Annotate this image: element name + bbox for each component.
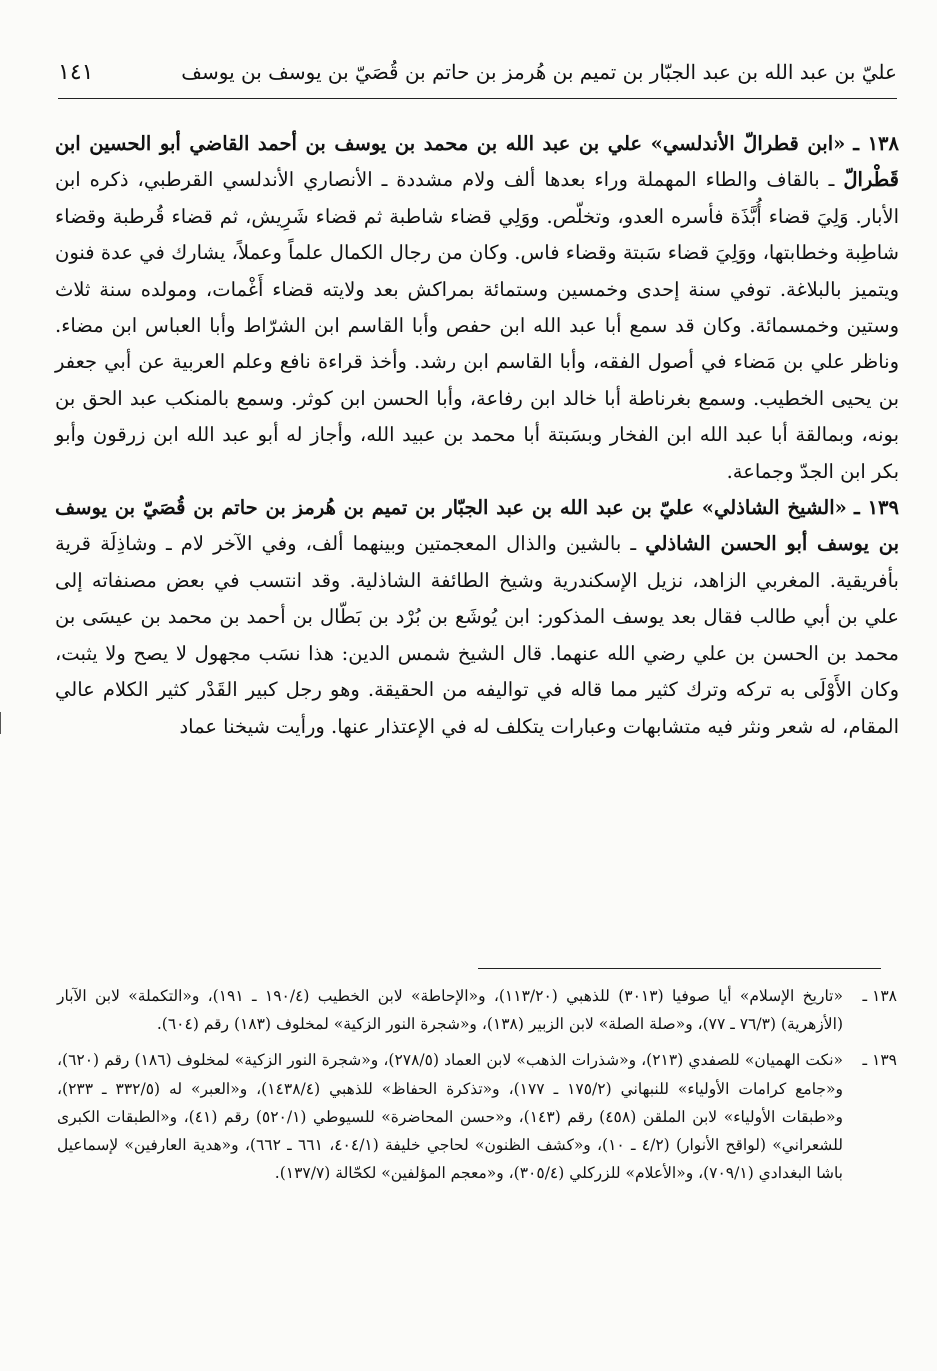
footnote-138 bbox=[57, 982, 897, 1038]
entry-body: ـ بالقاف والطاء المهملة وراء بعدها ألف ولام مشددة ـ الأنصاري الأندلسي القرطبي، ذكره ابن الأبار. وَلِيَ قضاء أُبَّذَة فأسره العدو، وتخلّص. ووَلِي قضاء شاطبة ثم قضاء شَرِيش، ثم قضاء قُرطبة وقضاء شاطِبة وخطابتها، ووَلِيَ قضاء سَبتة وقضاء فاس. وكان من رجال الكمال علماً وعملاً، يشارك في عدة فنون ويتميز بالبلاغة. توفي سنة إحدى وخمسين وستمائة بمراكش بعد ولايته قضاء أَغْمات، ومولده سنة ثلاث وستين وخمسمائة. وكان قد سمع أبا عبد الله ابن حفص وأبا القاسم ابن الشرّاط وأبا العباس ابن مضاء. وناظر علي بن مَضاء في أصول الفقه، وأبا القاسم ابن رشد. وأخذ قراءة نافع وعلم العربية عن أبي جعفر بن يحيى الخطيب. وسمع بغرناطة أبا خالد ابن رفاعة، وأبا الحسن ابن كوثر. وسمع بالمنكب عبد الحق بن بونه، وبمالقة أبا عبد الله ابن الفخار وبسَبتة أبا محمد بن عبيد الله، وأجاز له أبو عبد الله ابن زرقون وأبو بكر ابن الجدّ وجماعة. bbox=[55, 168, 899, 483]
footnote-separator bbox=[478, 968, 881, 969]
entry-138 bbox=[55, 126, 899, 490]
footnote-number: ١٣٩ ـ bbox=[862, 1051, 897, 1070]
page-number: ١٤١ bbox=[58, 60, 94, 85]
entry-number: ١٣٨ ـ bbox=[853, 132, 899, 155]
footnote-text: «تاريخ الإسلام» أيا صوفيا (٣٠١٣) للذهبي (١١٣/٢٠)، و«الإحاطة» لابن الخطيب (١٩٠/٤ ـ ١٩١)، و«التكملة» لابن الآبار (الأزهرية) (٧٦/٣ ـ ٧٧)، و«صلة الصلة» لابن الزبير (١٣٨)، و«شجرة النور الزكية» لمخلوف (١٨٣) رقم (٦٠٤). bbox=[57, 987, 843, 1034]
footnote-number: ١٣٨ ـ bbox=[862, 987, 897, 1005]
main-text bbox=[55, 126, 899, 745]
entry-body: ـ بالشين والذال المعجمتين وبينهما ألف، وفي الآخر لام ـ وشاذِلَة قرية بأفريقية. المغربي الزاهد، نزيل الإسكندرية وشيخ الطائفة الشاذلية. وقد انتسب في بعض مصنفاته إلى علي بن أبي طالب فقال بعد يوسف المذكور: ابن يُوشَع بن بُرْد بن بَطّال بن أحمد بن محمد بن عيسَى بن محمد بن الحسن بن علي رضي الله عنهما. قال الشيخ شمس الدين: هذا نسَب مجهول لا يصح ولا يثبت، وكان الأَوْلَى به تركه وترك كثير مما قاله في تواليفه من الحقيقة. وهو رجل كبير القَدْر كثير الكلام عالي المقام، له شعر ونثر فيه متشابهات وعبارات يتكلف له في الإعتذار عنها. ورأيت شيخنا عماد bbox=[55, 532, 899, 738]
entry-number: ١٣٩ ـ bbox=[854, 496, 899, 520]
entry-139 bbox=[55, 490, 899, 745]
running-header bbox=[58, 58, 897, 99]
footnote-text: «نكت الهميان» للصفدي (٢١٣)، و«شذرات الذهب» لابن العماد (٢٧٨/٥)، و«شجرة النور الزكية» لمخلوف (١٨٦) رقم (٦٢٠)، و«جامع كرامات الأولياء» للنبهاني (١٧٥/٢ ـ ١٧٧)، و«تذكرة الحفاظ» للذهبي (١٤٣٨/٤)، و«العبر» له (٣٣٢/٥ ـ ٢٣٣)، و«طبقات الأولياء» لابن الملقن (٤٥٨) رقم (١٤٣)، و«حسن المحاضرة» للسيوطي (٥٢٠/١) رقم (٤١)، و«الطبقات الكبرى للشعراني» (لواقح الأنوار) (٤/٢ ـ ١٠)، و«كشف الظنون» لحاجي خليفة (٤٠٤/١، ٦٦١ ـ ٦٦٢)، و«هدية العارفين» لإسماعيل باشا البغدادي (٧٠٩/١)، و«الأعلام» للزركلي (٣٠٥/٤)، و«معجم المؤلفين» لكحّالة (١٣٧/٧). bbox=[57, 1051, 843, 1183]
footnotes bbox=[57, 982, 897, 1195]
header-title: عليّ بن عبد الله بن عبد الجبّار بن تميم بن هُرمز بن حاتم بن قُصَيّ بن يوسف بن يوسف bbox=[181, 60, 897, 84]
entry-heading: «الشيخ الشاذلي» عليّ بن عبد الله بن عبد الجبّار بن تميم بن هُرمز بن حاتم بن قُصَيّ بن يوسف بن يوسف أبو الحسن الشاذلي bbox=[55, 496, 899, 556]
entry-heading: «ابن قطرالّ الأندلسي» علي بن عبد الله بن محمد بن يوسف بن أحمد القاضي أبو الحسين ابن قَطْرالّ bbox=[55, 132, 899, 192]
footnote-139 bbox=[57, 1046, 897, 1187]
scan-margin-mark bbox=[0, 712, 10, 734]
